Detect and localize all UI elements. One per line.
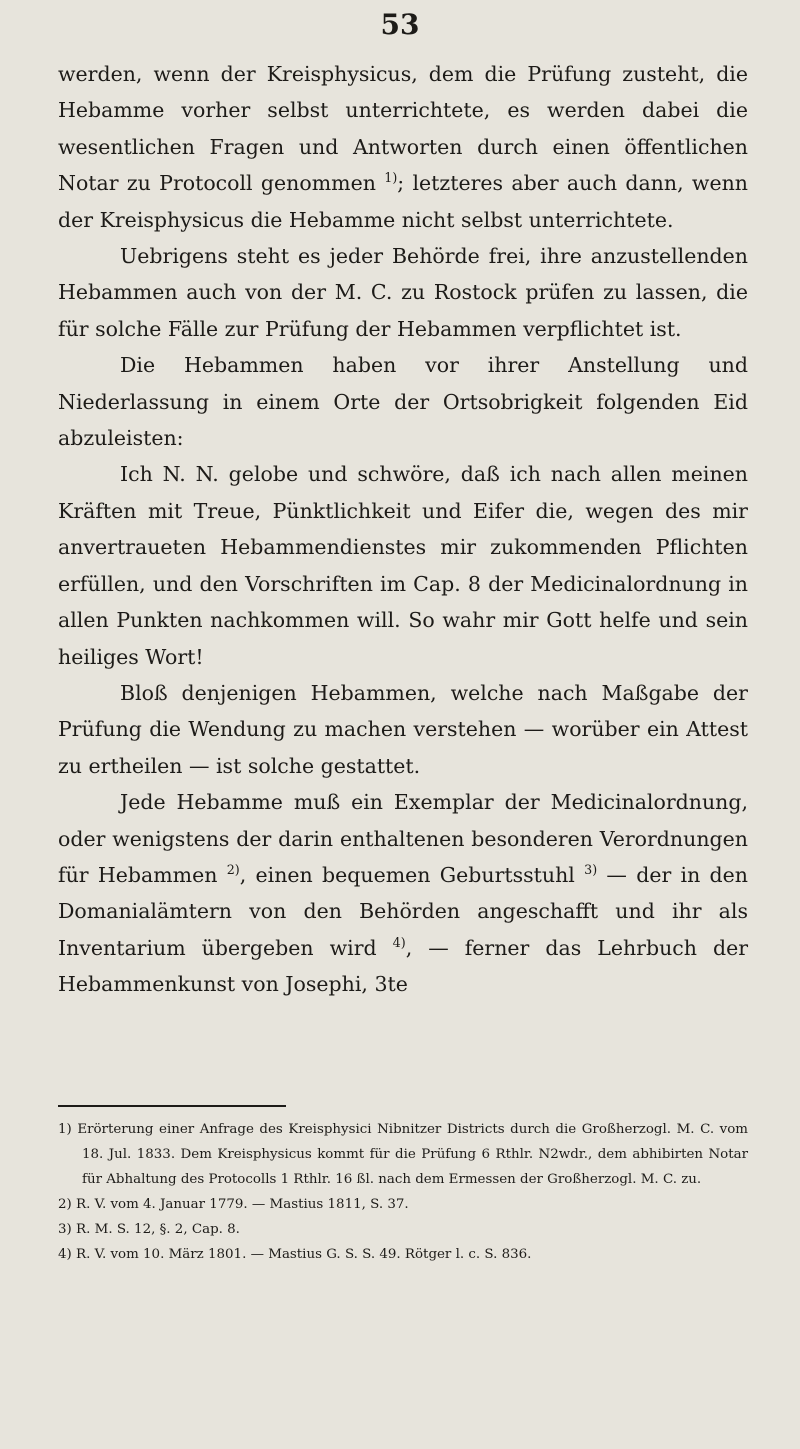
paragraph-5: Bloß denjenigen Hebammen, welche nach Maßgabe der Prüfung die Wendung zu machen verstehen — worüber ein Attest zu ertheilen — ist solche gestattet. <box>58 680 748 778</box>
paragraph-6-text-a: Jede Hebamme muß ein Exemplar der Medicinalordnung, oder wenigstens der darin enthaltenen besonderen Verordnungen für Hebammen <box>58 790 748 887</box>
footnote-1-number: 1) <box>58 1122 72 1137</box>
footnote-1-text: Erörterung einer Anfrage des Kreisphysici Nibnitzer Districts durch die Großherzogl. M. C. vom 18. Jul. 1833. Dem Kreisphysicus kommt für die Prüfung 6 Rthlr. N2wdr., dem abhibirten Notar für Abhaltung des Protocolls 1 Rthlr. 16 ßl. nach dem Ermessen der Großherzogl. M. C. zu. <box>77 1122 748 1187</box>
paragraph-6 <box>58 784 748 1002</box>
paragraph-6-text-d: , — ferner das Lehrbuch der Hebammenkunst von Josephi, 3te <box>58 935 749 997</box>
footnote-2 <box>58 1192 748 1217</box>
page-number: 53 <box>380 8 420 41</box>
oath-paragraph: Ich N. N. gelobe und schwöre, daß ich nach allen meinen Kräften mit Treue, Pünktlichkeit und Eifer die, wegen des mir anvertraueten Hebammendienstes mir zukommenden Pflichten erfüllen, und den Vorschriften im Cap. 8 der Medicinalordnung in allen Punkten nachkommen will. So wahr mir Gott helfe und sein heiliges Wort! <box>58 462 748 669</box>
footnote-4-number: 4) <box>58 1247 72 1262</box>
footnote-ref-1: 1) <box>384 170 398 186</box>
paragraph-3: Die Hebammen haben vor ihrer Anstellung und Niederlassung in einem Orte der Ortsobrigkeit folgenden Eid abzuleisten: <box>58 353 748 451</box>
main-text <box>58 56 748 1003</box>
footnote-4 <box>58 1242 748 1267</box>
footnote-3-text: R. M. S. 12, §. 2, Cap. 8. <box>76 1222 240 1237</box>
paragraph-1 <box>58 56 748 238</box>
paragraph-6-text-b: , einen bequemen Geburtsstuhl <box>239 862 585 887</box>
footnote-1 <box>58 1117 748 1192</box>
footnote-divider <box>58 1105 286 1107</box>
footnote-4-text: R. V. vom 10. März 1801. — Mastius G. S. S. 49. Rötger l. c. S. 836. <box>76 1247 532 1262</box>
footnotes <box>58 1117 748 1267</box>
footnote-3-number: 3) <box>58 1222 72 1237</box>
footnote-ref-4: 4) <box>392 934 406 950</box>
footnote-2-number: 2) <box>58 1197 72 1212</box>
paragraph-2: Uebrigens steht es jeder Behörde frei, ihre anzustellenden Hebammen auch von der M. C. zu Rostock prüfen zu lassen, die für solche Fälle zur Prüfung der Hebammen verpflichtet ist. <box>58 244 748 341</box>
paragraph-1-text-end: ; letzteres aber auch dann, wenn der Kreisphysicus die Hebamme nicht selbst unterrichtete. <box>58 171 748 232</box>
footnote-2-text: R. V. vom 4. Januar 1779. — Mastius 1811, S. 37. <box>76 1197 409 1212</box>
footnote-ref-2: 2) <box>226 862 240 878</box>
paragraph-1-text: werden, wenn der Kreisphysicus, dem die Prüfung zusteht, die Hebamme vorher selbst unterrichtete, es werden dabei die wesentlichen Fragen und Antworten durch einen öffentlichen Notar zu Protocoll genommen <box>58 62 748 196</box>
paragraph-6-text-c: — der in den Domanialämtern von den Behörden angeschafft und ihr als Inventarium übergeben wird <box>58 862 748 960</box>
footnote-3 <box>58 1217 748 1242</box>
footnote-ref-3: 3) <box>584 862 598 878</box>
